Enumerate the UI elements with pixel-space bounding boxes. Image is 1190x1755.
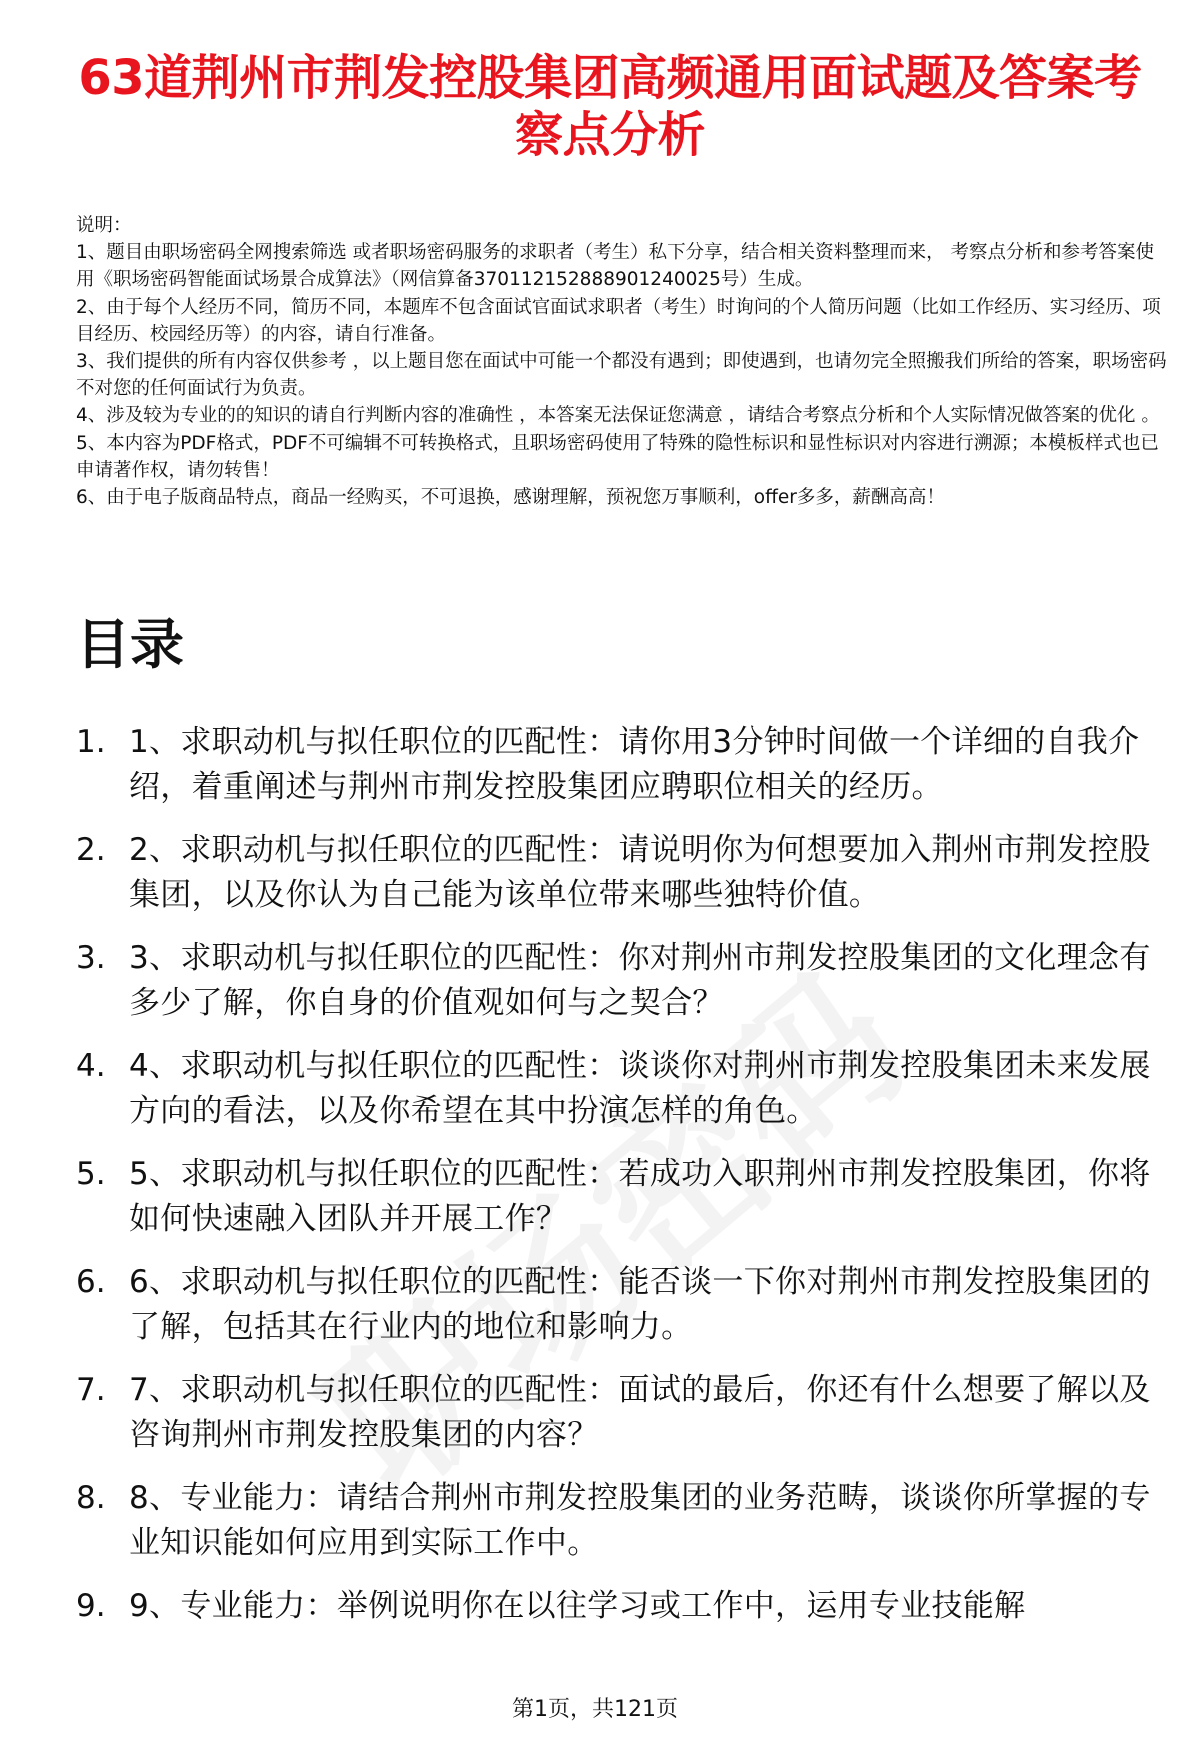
toc-item-text: 5、求职动机与拟任职位的匹配性：若成功入职荆州市荆发控股集团，你将如何快速融入团队并开展工作？ [129,1156,1151,1237]
toc-item-number: 1. [76,724,106,760]
toc-item-text: 7、求职动机与拟任职位的匹配性：面试的最后，你还有什么想要了解以及咨询荆州市荆发控股集团的内容？ [129,1372,1151,1453]
toc-item[interactable] [76,720,1168,810]
notes-heading: 说明： [76,215,132,236]
toc-item[interactable] [76,936,1168,1026]
toc-item[interactable] [76,1584,1168,1629]
toc-item-number: 7. [76,1372,106,1408]
note-item: 4、涉及较为专业的的知识的请自行判断内容的准确性 ，本答案无法保证您满意 ，请结合考察点分析和个人实际情况做答案的优化 。 [76,405,1160,427]
note-item: 5、本内容为PDF格式，PDF不可编辑不可转换格式，且职场密码使用了特殊的隐性标识和显性标识对内容进行溯源；本模板样式也已申请著作权，请勿转售！ [76,432,1159,481]
toc-item-number: 8. [76,1480,106,1516]
toc-heading: 目录 [76,613,184,676]
toc-item-number: 2. [76,832,106,868]
toc-item[interactable] [76,1152,1168,1242]
toc-item[interactable] [76,1260,1168,1350]
toc-item-text: 3、求职动机与拟任职位的匹配性：你对荆州市荆发控股集团的文化理念有多少了解，你自身的价值观如何与之契合？ [129,940,1151,1021]
toc-item-text: 1、求职动机与拟任职位的匹配性：请你用3分钟时间做一个详细的自我介绍，着重阐述与荆州市荆发控股集团应聘职位相关的经历。 [129,724,1140,805]
toc-item-text: 6、求职动机与拟任职位的匹配性：能否谈一下你对荆州市荆发控股集团的了解，包括其在行业内的地位和影响力。 [129,1264,1151,1345]
toc-item-text: 4、求职动机与拟任职位的匹配性：谈谈你对荆州市荆发控股集团未来发展方向的看法，以及你希望在其中扮演怎样的角色。 [129,1048,1151,1129]
toc-item[interactable] [76,1044,1168,1134]
note-item: 2、由于每个人经历不同，简历不同，本题库不包含面试官面试求职者（考生）时询问的个人简历问题（比如工作经历、实习经历、项目经历、校园经历等）的内容，请自行准备。 [76,296,1161,345]
toc-item-text: 8、专业能力：请结合荆州市荆发控股集团的业务范畴，谈谈你所掌握的专业知识能如何应用到实际工作中。 [129,1480,1151,1561]
toc-item-text: 9、专业能力：举例说明你在以往学习或工作中，运用专业技能解 [129,1588,1026,1624]
toc-item-number: 6. [76,1264,106,1300]
toc-item-number: 5. [76,1156,106,1192]
toc-item-number: 9. [76,1588,106,1624]
page-title: 63道荆州市荆发控股集团高频通用面试题及答案考察点分析 [78,50,1142,163]
toc-list [76,720,1168,1647]
note-item: 1、题目由职场密码全网搜索筛选 或者职场密码服务的求职者（考生）私下分享，结合相关资料整理而来， 考察点分析和参考答案使用《职场密码智能面试场景合成算法》（网信算备370112152888901240025号）生成。 [76,242,1155,291]
note-item: 6、由于电子版商品特点，商品一经购买，不可退换，感谢理解，预祝您万事顺利，offer多多，薪酬高高！ [76,487,945,509]
toc-item-text: 2、求职动机与拟任职位的匹配性：请说明你为何想要加入荆州市荆发控股集团，以及你认为自己能为该单位带来哪些独特价值。 [129,832,1151,913]
toc-item-number: 4. [76,1048,106,1084]
notes-section [76,212,1168,511]
toc-item[interactable] [76,828,1168,918]
toc-item[interactable] [76,1476,1168,1566]
toc-item[interactable] [76,1368,1168,1458]
toc-item-number: 3. [76,940,106,976]
note-item: 3、我们提供的所有内容仅供参考 ，以上题目您在面试中可能一个都没有遇到；即使遇到，也请勿完全照搬我们所给的答案，职场密码不对您的任何面试行为负责。 [76,351,1167,400]
page-number: 第1页，共121页 [512,1697,678,1722]
